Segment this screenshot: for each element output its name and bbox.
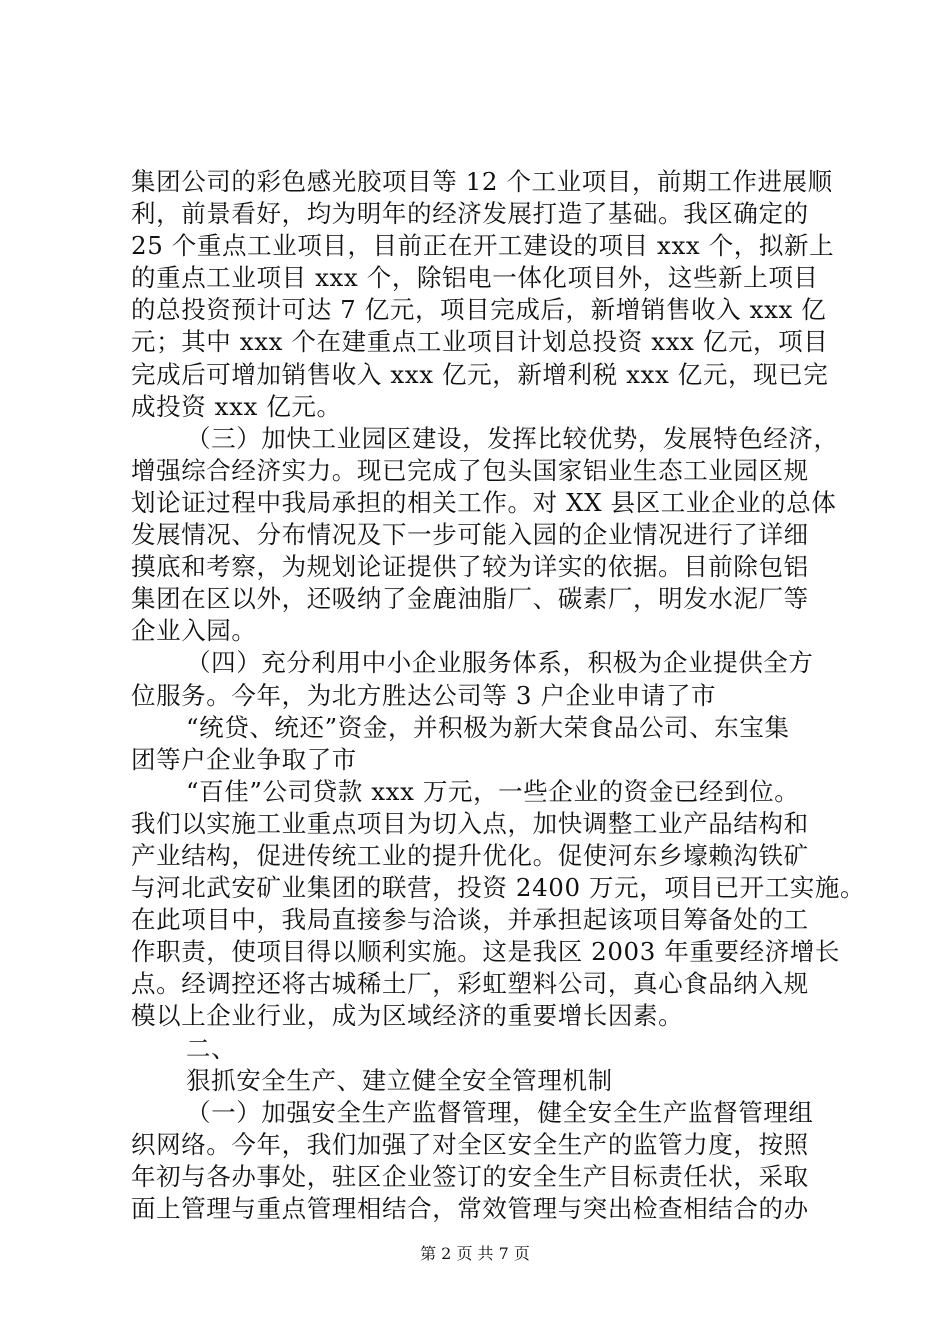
text-line: 元；其中 xxx 个在建重点工业项目计划总投资 xxx 亿元，项目: [131, 327, 829, 357]
text-line: 织网络。今年，我们加强了对全区安全生产的监管力度，按照: [131, 1129, 809, 1159]
text-line: 年初与各办事处，驻区企业签订的安全生产目标责任状，采取: [131, 1161, 809, 1191]
text-line: 面上管理与重点管理相结合，常效管理与突出检查相结合的办: [131, 1194, 809, 1223]
text-line: 25 个重点工业项目，目前正在开工建设的项目 xxx 个，拟新上: [131, 231, 835, 261]
text-line: 位服务。今年，为北方胜达公司等 3 户企业申请了市: [131, 680, 717, 710]
text-line: “百佳”公司贷款 xxx 万元，一些企业的资金已经到位。: [186, 776, 800, 806]
text-line: 发展情况、分布情况及下一步可能入园的企业情况进行了详细: [131, 520, 809, 550]
text-line: 点。经调控还将古城稀土厂，彩虹塑料公司，真心食品纳入规: [131, 969, 809, 999]
paragraph-heading-3: （三）加快工业园区建设，发挥比较优势，发展特色经济，: [186, 423, 839, 453]
text-line: 在此项目中，我局直接参与洽谈，并承担起该项目筹备处的工: [131, 905, 809, 935]
text-line: 利，前景看好，均为明年的经济发展打造了基础。我区确定的: [131, 199, 809, 229]
text-line: 增强综合经济实力。现已完成了包头国家铝业生态工业园区规: [131, 455, 809, 485]
text-line: 企业入园。: [131, 616, 257, 646]
paragraph-heading-4: （四）充分利用中小企业服务体系，积极为企业提供全方: [186, 648, 814, 678]
text-line: 产业结构，促进传统工业的提升优化。促使河东乡壕赖沟铁矿: [131, 840, 809, 870]
text-line: 模以上企业行业，成为区域经济的重要增长因素。: [131, 1001, 684, 1031]
text-line: 集团公司的彩色感光胶项目等 12 个工业项目，前期工作进展顺: [131, 167, 833, 196]
text-line: 我们以实施工业重点项目为切入点，加快调整工业产品结构和: [131, 808, 809, 838]
section-number: 二、: [186, 1033, 237, 1063]
page-footer: 第 2 页 共 7 页: [420, 1244, 530, 1263]
text-line: 完成后可增加销售收入 xxx 亿元，新增利税 xxx 亿元，现已完: [131, 359, 829, 389]
text-line: 团等户企业争取了市: [131, 744, 357, 774]
text-line: 作职责，使项目得以顺利实施。这是我区 2003 年重要经济增长: [131, 937, 841, 967]
section-title: 狠抓安全生产、建立健全安全管理机制: [186, 1065, 613, 1095]
text-line: 划论证过程中我局承担的相关工作。对 XX 县区工业企业的总体: [131, 487, 837, 517]
paragraph-heading-1: （一）加强安全生产监督管理，健全安全生产监督管理组: [186, 1097, 814, 1127]
text-line: 的重点工业项目 xxx 个，除铝电一体化项目外，这些新上项目: [131, 263, 819, 293]
text-line: 的总投资预计可达 7 亿元，项目完成后，新增销售收入 xxx 亿: [131, 295, 827, 325]
text-line: 成投资 xxx 亿元。: [131, 391, 342, 421]
text-line: 集团在区以外，还吸纳了金鹿油脂厂、碳素厂，明发水泥厂等: [131, 584, 809, 614]
text-line: 与河北武安矿业集团的联营，投资 2400 万元，项目已开工实施。: [131, 873, 866, 903]
text-line: 摸底和考察，为规划论证提供了较为详实的依据。目前除包铝: [131, 552, 809, 582]
text-line: “统贷、统还”资金，并积极为新大荣食品公司、东宝集: [186, 712, 790, 742]
body-text: [131, 166, 866, 1225]
